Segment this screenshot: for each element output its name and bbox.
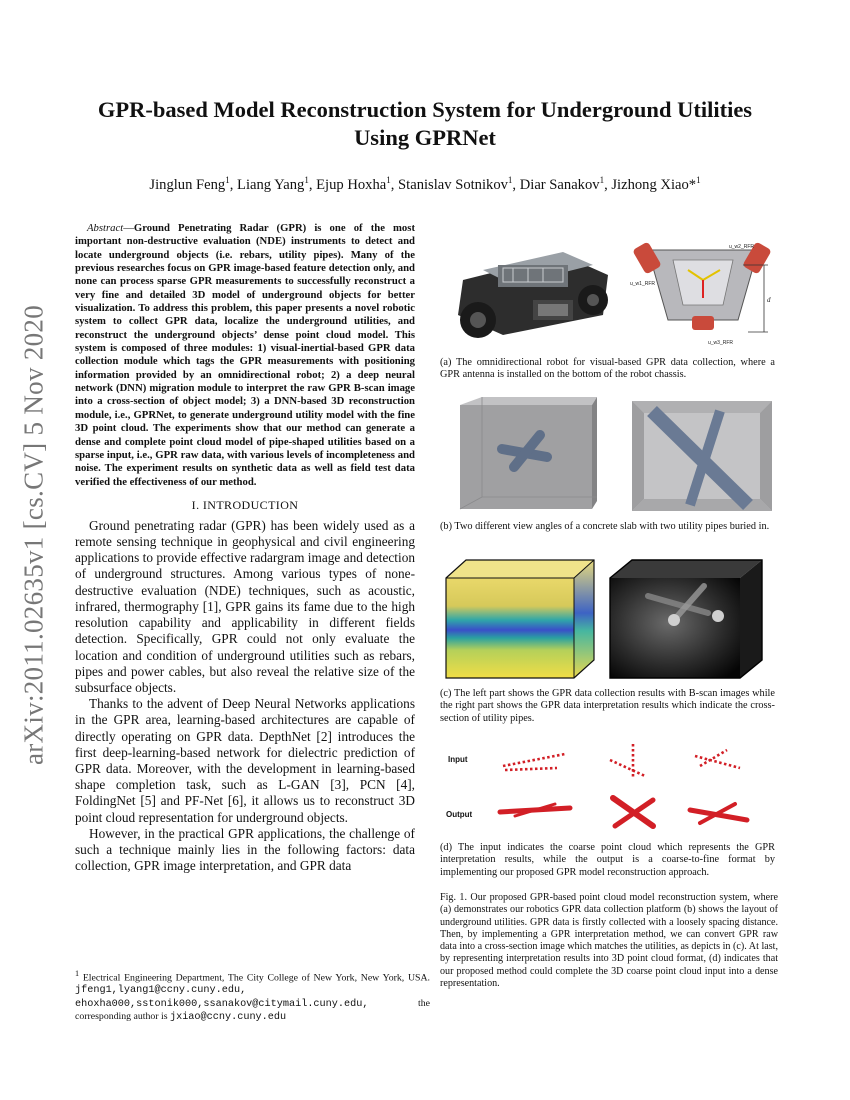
author-affiliation-mark: 1	[507, 175, 513, 185]
input-clouds	[503, 744, 740, 778]
arxiv-identifier	[14, 295, 54, 775]
title-line-2: Using GPRNet	[354, 125, 496, 150]
caption-a: (a) The omnidirectional robot for visual-based GPR data collection, where a GPR antenna is installed on the bottom of the robot chassis.	[440, 357, 775, 381]
robot-label-b: u_w2_RFR	[729, 244, 755, 250]
robot-label-d: d	[767, 296, 771, 304]
footnote-corresponding-email: jxiao@ccny.cuny.edu	[169, 1011, 287, 1023]
author-separator: ,	[308, 177, 317, 193]
author-separator: ,	[512, 177, 520, 193]
author-separator: ,	[604, 177, 612, 193]
abstract-label: Abstract	[87, 222, 124, 234]
author-affiliation-mark: 1	[599, 175, 605, 185]
author-name: Jizhong Xiao*	[611, 177, 697, 193]
author-affiliation-mark: 1	[304, 175, 309, 185]
abstract-dash: —	[123, 222, 134, 234]
author-affiliation-mark: 1	[696, 175, 701, 185]
footnote-mark: 1	[75, 969, 80, 978]
output-clouds	[500, 798, 747, 826]
author-name: Jinglun Feng	[149, 177, 226, 193]
author-name: Ejup Hoxha	[316, 177, 387, 193]
footnote-affiliation: Electrical Engineering Department, The City College of New York, New York, USA.	[82, 972, 430, 984]
author-affiliation-mark: 1	[386, 175, 391, 185]
intro-paragraph-1: Ground penetrating radar (GPR) has been widely used as a remote sensing technique in geophysical and civil engineering applications to provide effective radargram image and detection of underground structures. Among various types of none-destructive evaluation (NDE) techniques, such as acoustic, infrared, thermography [1], GPR gains its fame due to the high resolution capability and applicability in different fields detection. Specifically, GPR could not only evaluate the location and condition of underground utilities such as rebars, pipes and power cables, but also reveal the relative size of the subsurface objects.	[75, 517, 415, 695]
figure-b-slab-perspective	[452, 397, 597, 515]
caption-c: (c) The left part shows the GPR data collection results with B-scan images while the right part shows the GPR data interpretation results which indicate the cross-section of utility pipes.	[440, 688, 775, 724]
paper-title	[70, 96, 780, 152]
footnote-emails: jfeng1,lyang1@ccny.cuny.edu, ehoxha000,sstonik000,ssanakov@citymail.cuny.edu,	[75, 985, 369, 1010]
intro-paragraph-3: However, in the practical GPR applications, the challenge of such a technique mainly lies in the following factors: data collection, GPR image interpretation, and GPR data	[75, 825, 415, 874]
author-name: Diar Sanakov	[519, 177, 600, 193]
output-row-label: Output	[446, 810, 473, 819]
abstract	[75, 222, 415, 489]
figure-b-slab-top-view	[628, 397, 776, 515]
author-separator: ,	[229, 177, 238, 193]
figure-c-interpretation-cube	[608, 558, 768, 680]
caption-d: (d) The input indicates the coarse point cloud which represents the GPR interpretation results, while the output is a coarse-to-fine format by implementing our proposed GPR model reconstruction approach.	[440, 842, 775, 878]
footnote-corresponding: the corresponding author is	[75, 997, 430, 1022]
figure-a-robot-photo	[443, 240, 618, 350]
arxiv-identifier-text: arXiv:2011.02635v1 [cs.CV] 5 Nov 2020	[18, 304, 49, 766]
robot-label-a: u_w1_RFR	[630, 281, 656, 287]
author-separator: ,	[390, 177, 399, 193]
caption-b: (b) Two different view angles of a concrete slab with two utility pipes buried in.	[440, 521, 770, 532]
figure-a-robot-schematic	[628, 240, 778, 350]
abstract-text: Ground Penetrating Radar (GPR) is one of the most important non-destructive evaluation (NDE) instruments to detect and locate underground objects (i.e. rebars, utility pipes). Many of the previous researches focus on GPR image-based feature detection only, and none can process sparse GPR measurements to successfully reconstruct a very fine and detailed 3D model of underground objects for better visualization. To address this problem, this paper presents a novel robotic system to collect GPR data, localize the underground utilities, and reconstruct the underground objects’ dense point cloud model. This system is composed of three modules: 1) visual-inertial-based GPR data collection module which tags the GPR measurements with positioning information provided by an omnidirectional robot; 2) a deep neural network (DNN) migration module to interpret the raw GPR B-scan image into a cross-section of object model; 3) a DNN-based 3D reconstruction module, i.e., GPRNet, to generate underground utility model with the fine 3D point cloud. The experiments show that our method can generate a dense and complete point cloud model of pipe-shaped utilities based on a sparse input, i.e., GPR raw data, with various levels of incompleteness and noise. The experiment results on synthetic data as well as field test data verified the effectiveness of our method.	[75, 222, 415, 488]
title-line-1: GPR-based Model Reconstruction System for Underground Utilities	[97, 97, 753, 122]
intro-paragraph-2: Thanks to the advent of Deep Neural Networks applications in the GPR area, learning-based architectures are capable of directly operating on GPR data. DepthNet [2] introduces the first deep-learning-based network for dielectric prediction of GPR data. Moreover, with the development in learning-based shape completion task, such as L-GAN [3], PCN [4], FoldingNet [5] and PF-Net [6], it allows us to reconstruct 3D point cloud representation for underground objects.	[75, 696, 415, 825]
affiliation-footnote	[75, 968, 430, 1024]
left-column	[75, 222, 415, 874]
figure-1-caption: Fig. 1. Our proposed GPR-based point cloud model reconstruction system, where (a) demonstrates our robotics GPR data collection platform (b) shows the layout of underground utilities. GPR data is firstly collected with a loosely spacing distance. Then, by implementing a GPR interpretation method, we can convert GPR raw data into a cross-section image which matches the utilities, as depicts in (c). At last, by representing interpretation results into 3D point cloud format, (d) indicates that our proposed method could complete the 3D coarse point cloud input into a dense representation.	[440, 892, 778, 990]
author-name: Liang Yang	[237, 177, 305, 193]
author-affiliation-mark: 1	[225, 175, 230, 185]
figure-d-point-clouds	[495, 738, 775, 833]
section-heading-introduction: I. INTRODUCTION	[191, 497, 299, 512]
input-row-label: Input	[448, 755, 468, 764]
figure-c-bscan-cube	[444, 558, 599, 680]
robot-label-c: u_w3_RFR	[708, 340, 734, 346]
author-name: Stanislav Sotnikov	[398, 177, 508, 193]
author-list	[70, 175, 780, 194]
